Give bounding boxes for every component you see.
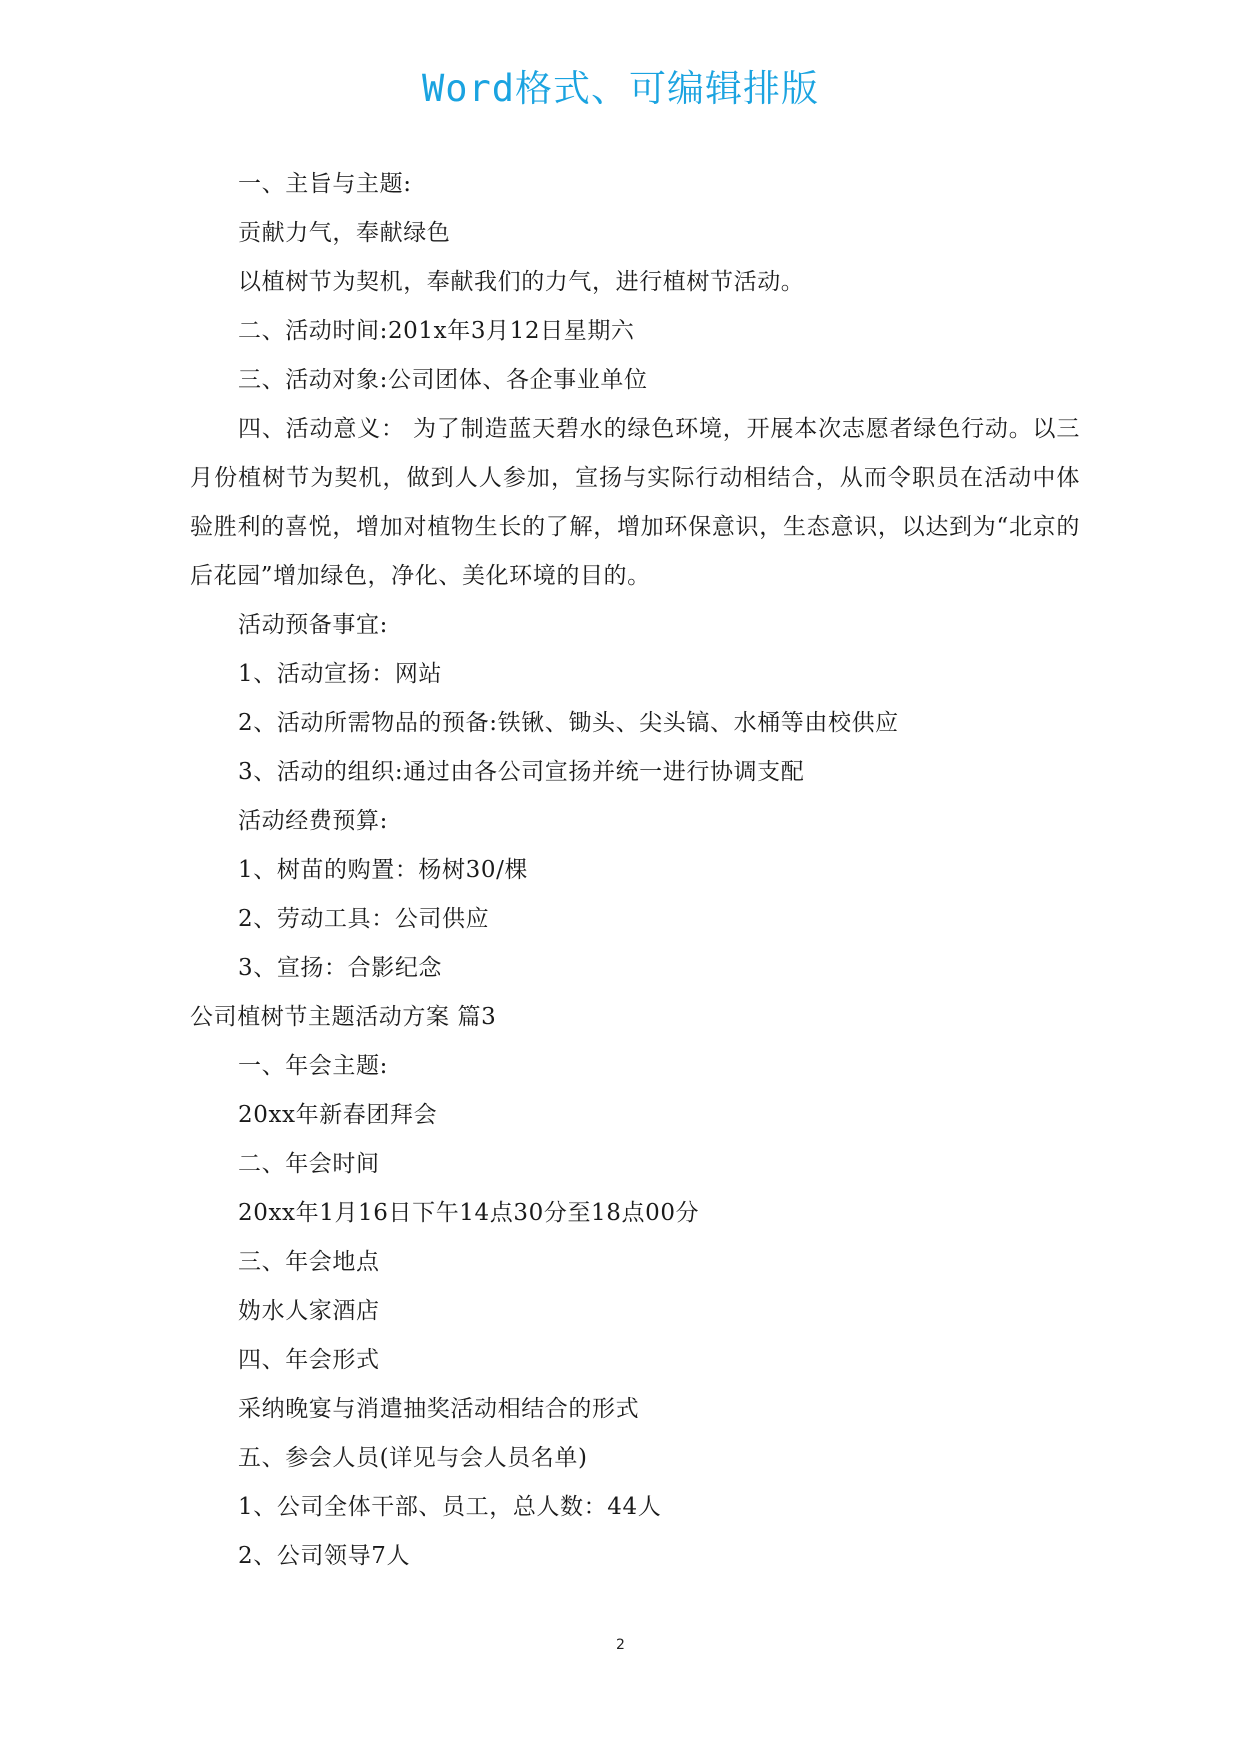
section-heading: 活动预备事宜: <box>238 612 388 638</box>
list-item: 1、公司全体干部、员工，总人数：44人 <box>238 1494 662 1520</box>
header-title: Word格式、可编辑排版 <box>421 67 820 110</box>
paragraph-line: 贡献力气，奉献绿色 <box>238 220 451 246</box>
document-subtitle: 公司植树节主题活动方案 篇3 <box>190 1004 497 1030</box>
section-heading: 一、年会主题: <box>238 1053 388 1079</box>
paragraph-line: 以植树节为契机，奉献我们的力气，进行植树节活动。 <box>238 269 805 295</box>
section-heading: 一、主旨与主题: <box>238 171 412 197</box>
page-number: 2 <box>616 1637 625 1653</box>
section-heading: 三、年会地点 <box>238 1249 380 1275</box>
section-heading: 活动经费预算: <box>238 808 388 834</box>
section-heading: 二、活动时间:201x年3月12日星期六 <box>238 318 635 344</box>
paragraph-activity-meaning: 四、活动意义： 为了制造蓝天碧水的绿色环境，开展本次志愿者绿色行动。以三月份植树节为契机，做到人人参加，宣扬与实际行动相结合，从而令职员在活动中体验胜利的喜悦，增加对植物生长的了解，增加环保意识，生态意识，以达到为“北京的后花园”增加绿色，净化、美化环境的目的。 <box>190 416 1080 589</box>
list-item: 3、宣扬：合影纪念 <box>238 955 443 981</box>
section-heading: 四、年会形式 <box>238 1347 380 1373</box>
paragraph-line: 采纳晚宴与消遣抽奖活动相结合的形式 <box>238 1396 640 1422</box>
list-item: 2、劳动工具：公司供应 <box>238 906 490 932</box>
section-heading: 五、参会人员(详见与会人员名单) <box>238 1445 588 1471</box>
document-body <box>190 160 1080 1581</box>
section-heading: 二、年会时间 <box>238 1151 380 1177</box>
list-item: 2、活动所需物品的预备:铁锹、锄头、尖头镐、水桶等由校供应 <box>238 710 899 736</box>
list-item: 3、活动的组织:通过由各公司宣扬并统一进行协调支配 <box>238 759 805 785</box>
paragraph-line: 20xx年新春团拜会 <box>238 1102 438 1128</box>
list-item: 2、公司领导7人 <box>238 1543 411 1569</box>
paragraph-line: 妫水人家酒店 <box>238 1298 380 1324</box>
section-heading: 三、活动对象:公司团体、各企事业单位 <box>238 367 648 393</box>
list-item: 1、树苗的购置：杨树30/棵 <box>238 857 529 883</box>
paragraph-line: 20xx年1月16日下午14点30分至18点00分 <box>238 1200 700 1226</box>
list-item: 1、活动宣扬：网站 <box>238 661 443 687</box>
